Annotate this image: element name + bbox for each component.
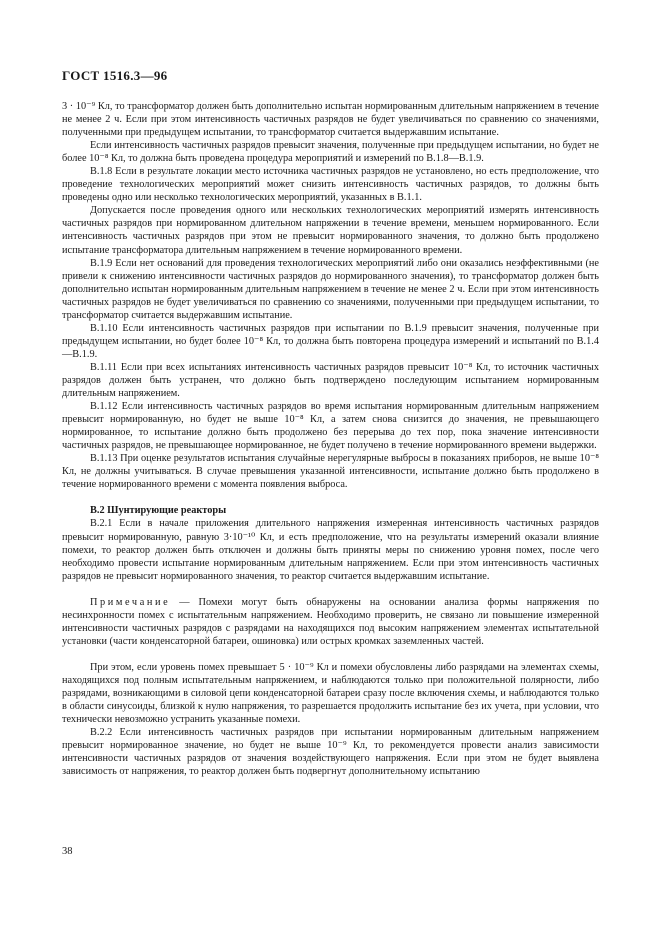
paragraph: 3 · 10⁻⁹ Кл, то трансформатор должен быть дополнительно испытан нормированным длительным напряжением в течение не менее 2 ч. Если при этом интенсивность частичных разрядов не будет увеличиваться по сравнению со значениями, полученными при предыдущем испытании, то трансформатор считается выдержавшим испытание. — [62, 101, 599, 139]
section-heading: В.2 Шунтирующие реакторы — [90, 505, 227, 517]
note-paragraph — [62, 596, 599, 648]
paragraph: При этом, если уровень помех превышает 5 · 10⁻⁹ Кл и помехи обусловлены либо разрядами на элементах схемы, находящихся под полным испытательным напряжением, и наблюдаются только при положительной полярности, либо разрядами, возникающими в силовой цепи конденсаторной батареи сразу после включения схемы, и наблюдаются только в области синусоиды, близкой к нулю напряжения, то разрешается продолжить испытание без их учета, при условии, что технически невозможно устранить указанные помехи. — [62, 661, 599, 726]
clause-b-2-1: В.2.1 Если в начале приложения длительного напряжения измеренная интенсивность частичных разрядов превысит нормированную, равную 3·10⁻¹⁰ Кл, и есть предположение, что на результаты измерений оказали влияние помехи, то реактор должен быть отключен и должны быть приняты меры по снижению уровня помех, после чего необходимо провести испытание нормированным длительным напряжением. Если при этом интенсивность частичных разрядов не превысит нормированного значения, то реактор считается выдержавшим испытание. — [62, 518, 599, 582]
clause-b-1-10: В.1.10 Если интенсивность частичных разрядов при испытании по В.1.9 превысит значения, полученные при предыдущем испытании, но будет более 10⁻⁸ Кл, то должна быть повторена процедура измерений и испытаний по В.1.4—В.1.9. — [62, 322, 599, 360]
note-label: Примечание — [90, 596, 171, 608]
page-number: 38 — [62, 846, 73, 857]
paragraph: Допускается после проведения одного или нескольких технологических мероприятий измерять интенсивность частичных разрядов при нормированном длительном напряжении в течение времени, меньшем нормированного. Если интенсивность частичных разрядов при этом не превысит нормированного значения, то должно быть продолжено испытание трансформатора длительным напряжением в течение нормированного времени. — [62, 205, 599, 256]
clause-b-1-11: В.1.11 Если при всех испытаниях интенсивность частичных разрядов превысит 10⁻⁸ Кл, то источник частичных разрядов должен быть устранен, что должно быть подтверждено последующим испытанием нормированным длительным напряжением. — [62, 361, 599, 400]
paragraph: Если интенсивность частичных разрядов превысит значения, полученные при предыдущем испытании, но будет не более 10⁻⁸ Кл, то должна быть проведена процедура мероприятий и измерений по В.1.8—В.1.9. — [62, 140, 599, 165]
document-body — [62, 100, 599, 778]
note-text: — Помехи могут быть обнаружены на основании анализа формы напряжения по несинхронности помех с испытательным напряжением. Необходимо проверить, не связано ли повышение измеренной интенсивности частичных разрядов с разрядами на находящихся под высоким напряжением элементах испытательной установки (части конденсаторной батареи, ошиновка) или острых кромках заземленных частей. — [62, 596, 599, 647]
clause-b-1-12: В.1.12 Если интенсивность частичных разрядов во время испытания нормированным длительным напряжением превысит нормированную, но будет не выше 10⁻⁸ Кл, а затем снова снизится до значения, не превышающего нормированное, то испытание должно быть продолжено без перерыва до тех пор, пока значение интенсивности частичных разрядов, не превышающее нормированное, не будет получено в течение нормированного времени выдержки. — [62, 401, 599, 452]
clause-b-2-2: В.2.2 Если интенсивность частичных разрядов при испытании нормированным длительным напряжением превысит нормированное значение, но будет не выше 10⁻⁹ Кл, то рекомендуется провести анализ зависимости интенсивности частичных разрядов от значения воздействующего напряжения. Если при этом не будет выявлена зависимость от напряжения, то реактор должен быть подвергнут дополнительному испытанию — [62, 727, 599, 778]
clause-b-1-13: В.1.13 При оценке результатов испытания случайные нерегулярные выбросы в показаниях приборов, не выше 10⁻⁸ Кл, не должны учитываться. В случае превышения указанной интенсивности, испытание должно быть продолжено в течение нормированного времени с момента появления выброса. — [62, 453, 599, 491]
document-header: ГОСТ 1516.3—96 — [62, 68, 168, 83]
clause-b-1-8: В.1.8 Если в результате локации место источника частичных разрядов не установлено, но есть предположение, что проведение технологических мероприятий может снизить интенсивность частичных разрядов, то должны быть проведены одно или несколько технологических мероприятий, указанных в В.1.1. — [62, 166, 599, 204]
clause-b-1-9: В.1.9 Если нет оснований для проведения технологических мероприятий либо они оказались неэффективными (не привели к снижению интенсивности частичных разрядов до нормированного значения), то трансформатор должен быть дополнительно испытан нормированным длительным напряжением в течение не менее 2 ч. Если при этом интенсивность частичных разрядов не будет увеличиваться по сравнению со значениями, полученными при предыдущем испытании, то трансформатор считается выдержавшим испытание. — [62, 257, 599, 321]
